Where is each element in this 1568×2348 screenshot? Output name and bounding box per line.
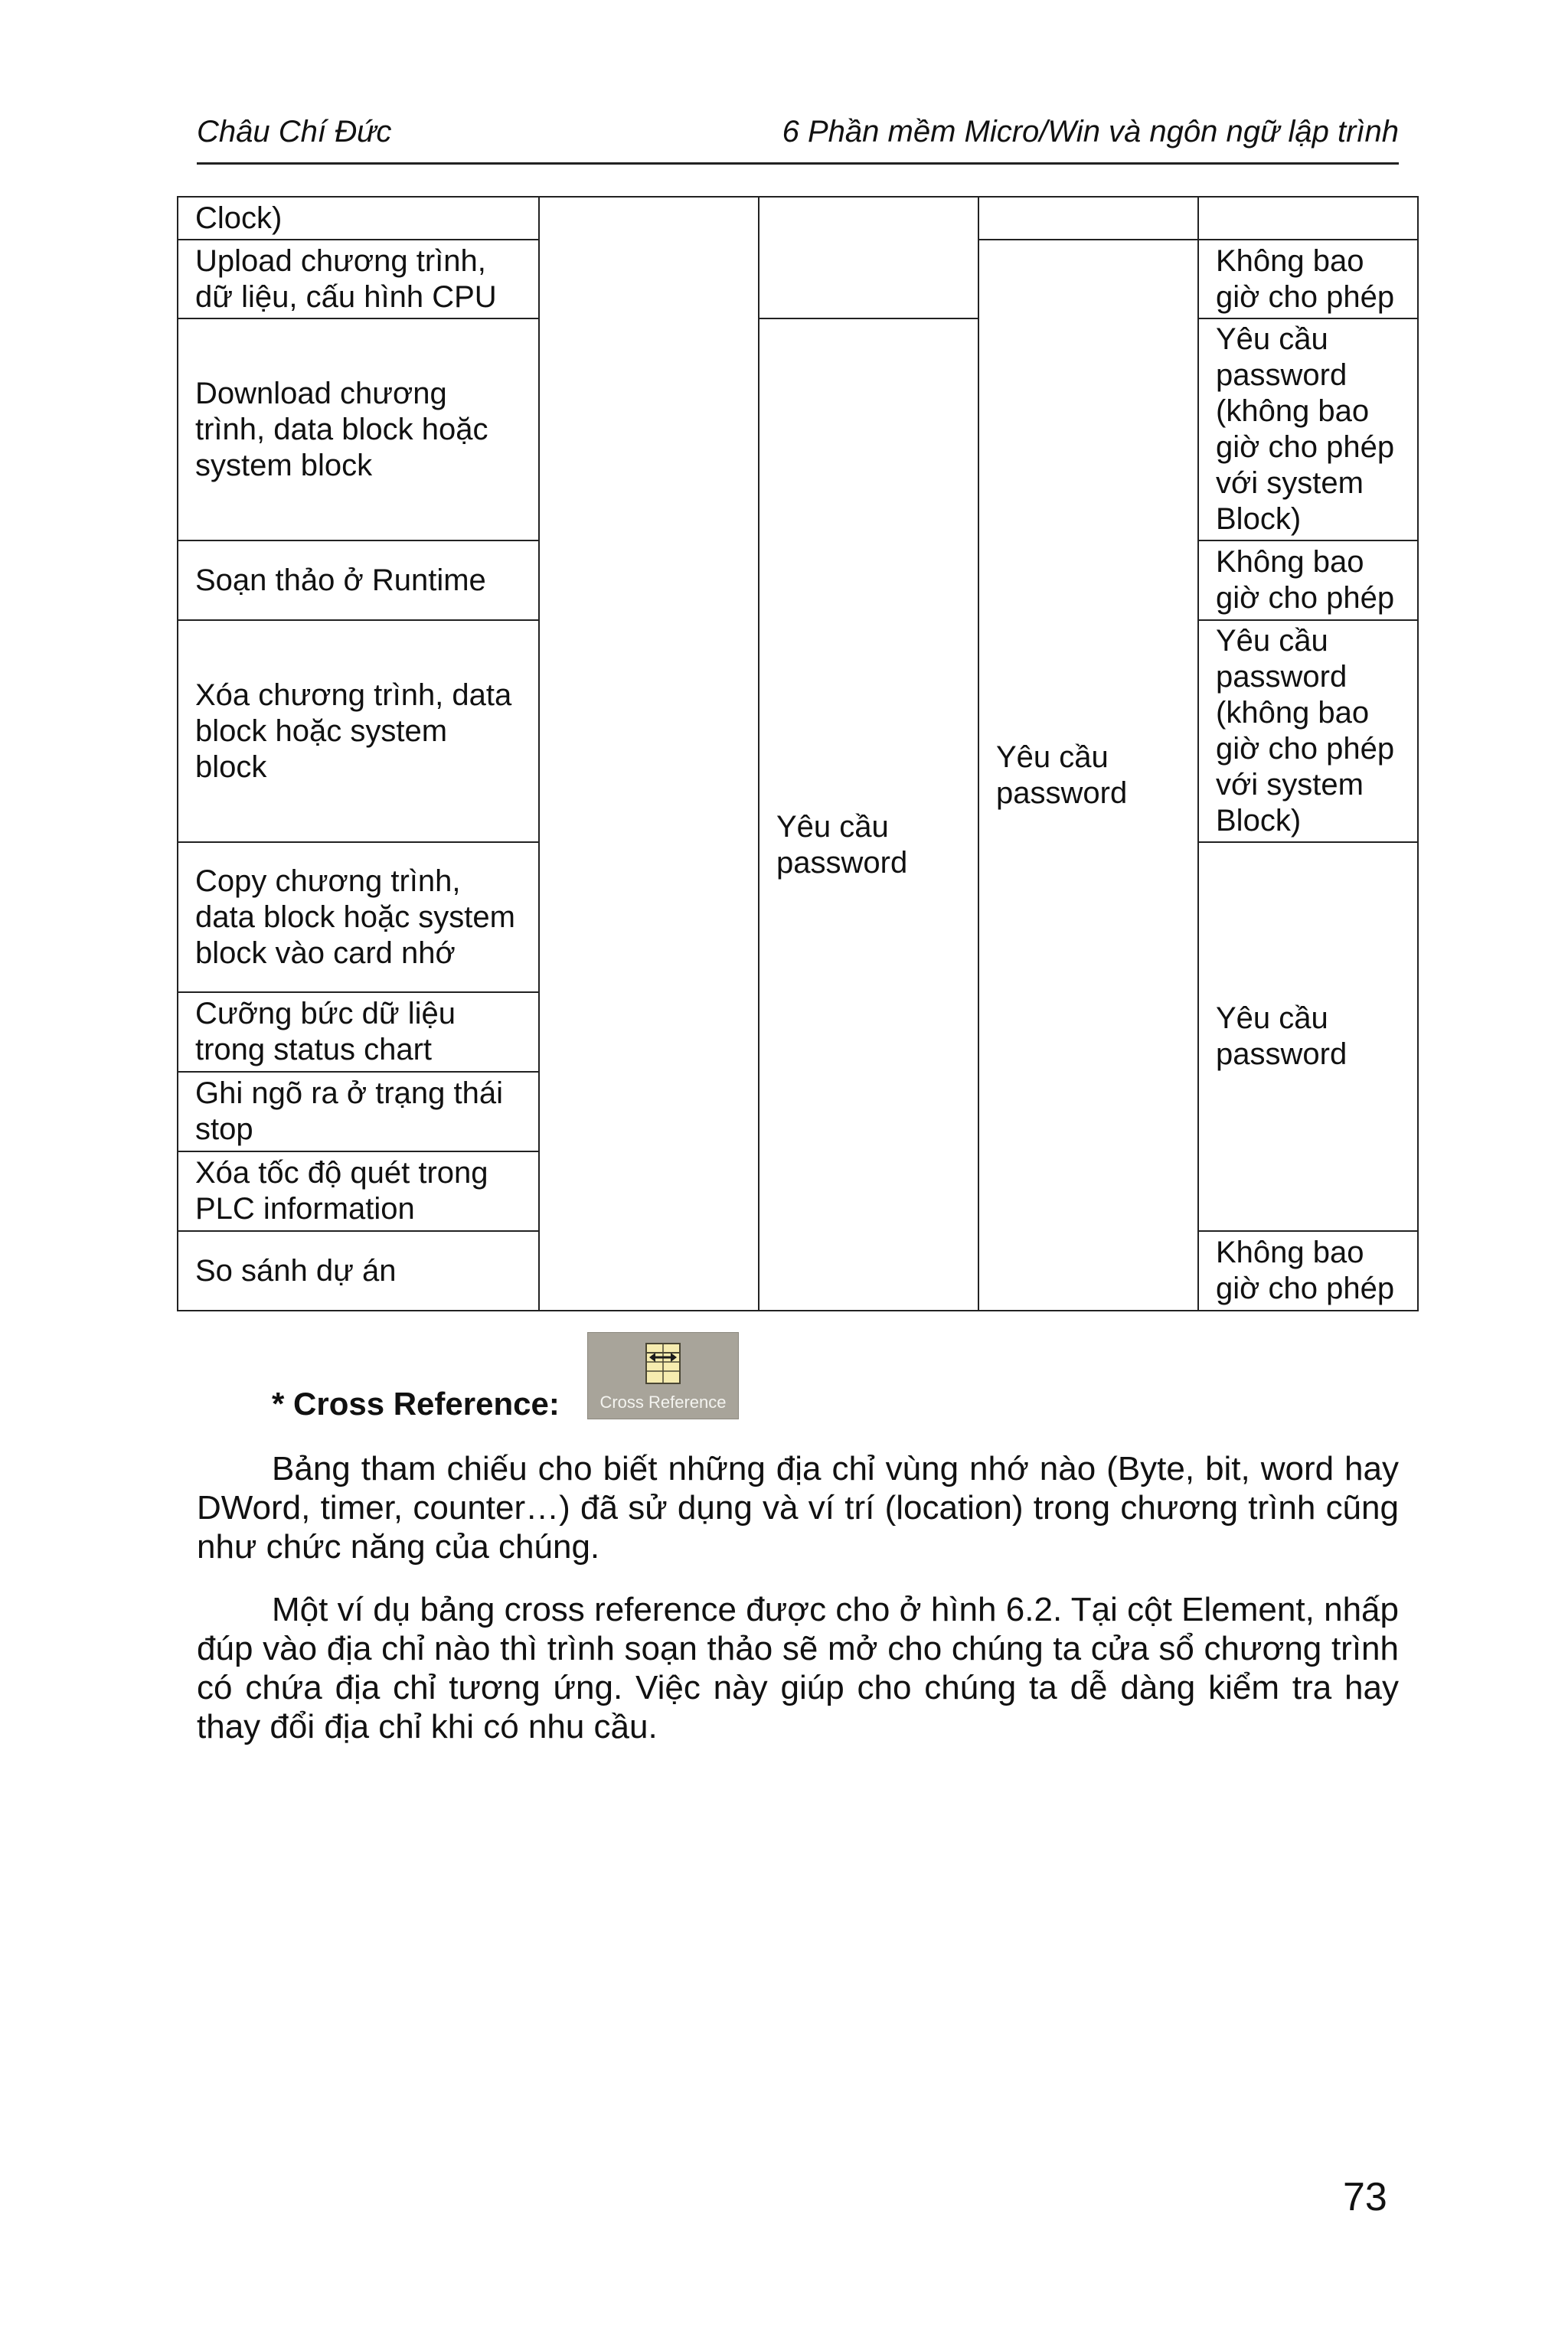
table-cell: Ghi ngõ ra ở trạng thái stop bbox=[178, 1072, 539, 1151]
header-chapter: 6 Phần mềm Micro/Win và ngôn ngữ lập trình bbox=[782, 115, 1399, 149]
table-row bbox=[178, 318, 1418, 540]
permission-table bbox=[177, 196, 1419, 1311]
page-number: 73 bbox=[1343, 2175, 1387, 2219]
table-cell: So sánh dự án bbox=[178, 1231, 539, 1311]
table-cell-col5: Yêu cầu password (không bao giờ cho phép với system Block) bbox=[1198, 620, 1418, 842]
table-cell: Cưỡng bức dữ liệu trong status chart bbox=[178, 992, 539, 1072]
table-cell: Copy chương trình, data block hoặc system block vào card nhớ bbox=[178, 842, 539, 992]
cross-reference-icon bbox=[637, 1339, 689, 1388]
paragraph-2: Một ví dụ bảng cross reference được cho ở hình 6.2. Tại cột Element, nhấp đúp vào địa chỉ nào thì trình soạn thảo sẽ mở cho chúng ta cửa sổ chương trình có chứa địa chỉ tương ứng. Việc này giúp cho chúng ta dễ dàng kiểm tra hay thay đổi địa chỉ khi có nhu cầu. bbox=[197, 1591, 1399, 1745]
table-cell: Soạn thảo ở Runtime bbox=[178, 540, 539, 620]
table-cell-empty bbox=[978, 197, 1198, 240]
table-cell-col5: Yêu cầu password (không bao giờ cho phép với system Block) bbox=[1198, 318, 1418, 540]
table-cell-col5: Yêu cầu password bbox=[1198, 842, 1418, 1231]
table-cell-empty bbox=[539, 197, 759, 1311]
table-row bbox=[178, 197, 1418, 240]
table-cell: Xóa chương trình, data block hoặc system block bbox=[178, 620, 539, 842]
cross-reference-caption: Cross Reference bbox=[599, 1393, 727, 1412]
table-cell-empty bbox=[759, 197, 978, 318]
page-header bbox=[197, 115, 1399, 165]
table-cell-col5: Không bao giờ cho phép bbox=[1198, 240, 1418, 318]
table-cell-empty bbox=[1198, 197, 1418, 240]
table-cell: Xóa tốc độ quét trong PLC information bbox=[178, 1151, 539, 1231]
table-cell: Download chương trình, data block hoặc system block bbox=[178, 318, 539, 540]
header-author: Châu Chí Đức bbox=[197, 115, 392, 149]
table-cell: Upload chương trình, dữ liệu, cấu hình CPU bbox=[178, 240, 539, 318]
table-cell-col3: Yêu cầu password bbox=[759, 318, 978, 1311]
table-cell: Clock) bbox=[178, 197, 539, 240]
table-cell-col4: Yêu cầu password bbox=[978, 240, 1198, 1311]
table-cell-col5: Không bao giờ cho phép bbox=[1198, 540, 1418, 620]
cross-reference-button[interactable] bbox=[587, 1332, 739, 1419]
table-cell-col5: Không bao giờ cho phép bbox=[1198, 1231, 1418, 1311]
paragraph-1: Bảng tham chiếu cho biết những địa chỉ vùng nhớ nào (Byte, bit, word hay DWord, timer, counter…) đã sử dụng và ví trí (location) trong chương trình cũng như chức năng của chúng. bbox=[197, 1450, 1399, 1566]
cross-reference-label: * Cross Reference: bbox=[272, 1386, 560, 1422]
